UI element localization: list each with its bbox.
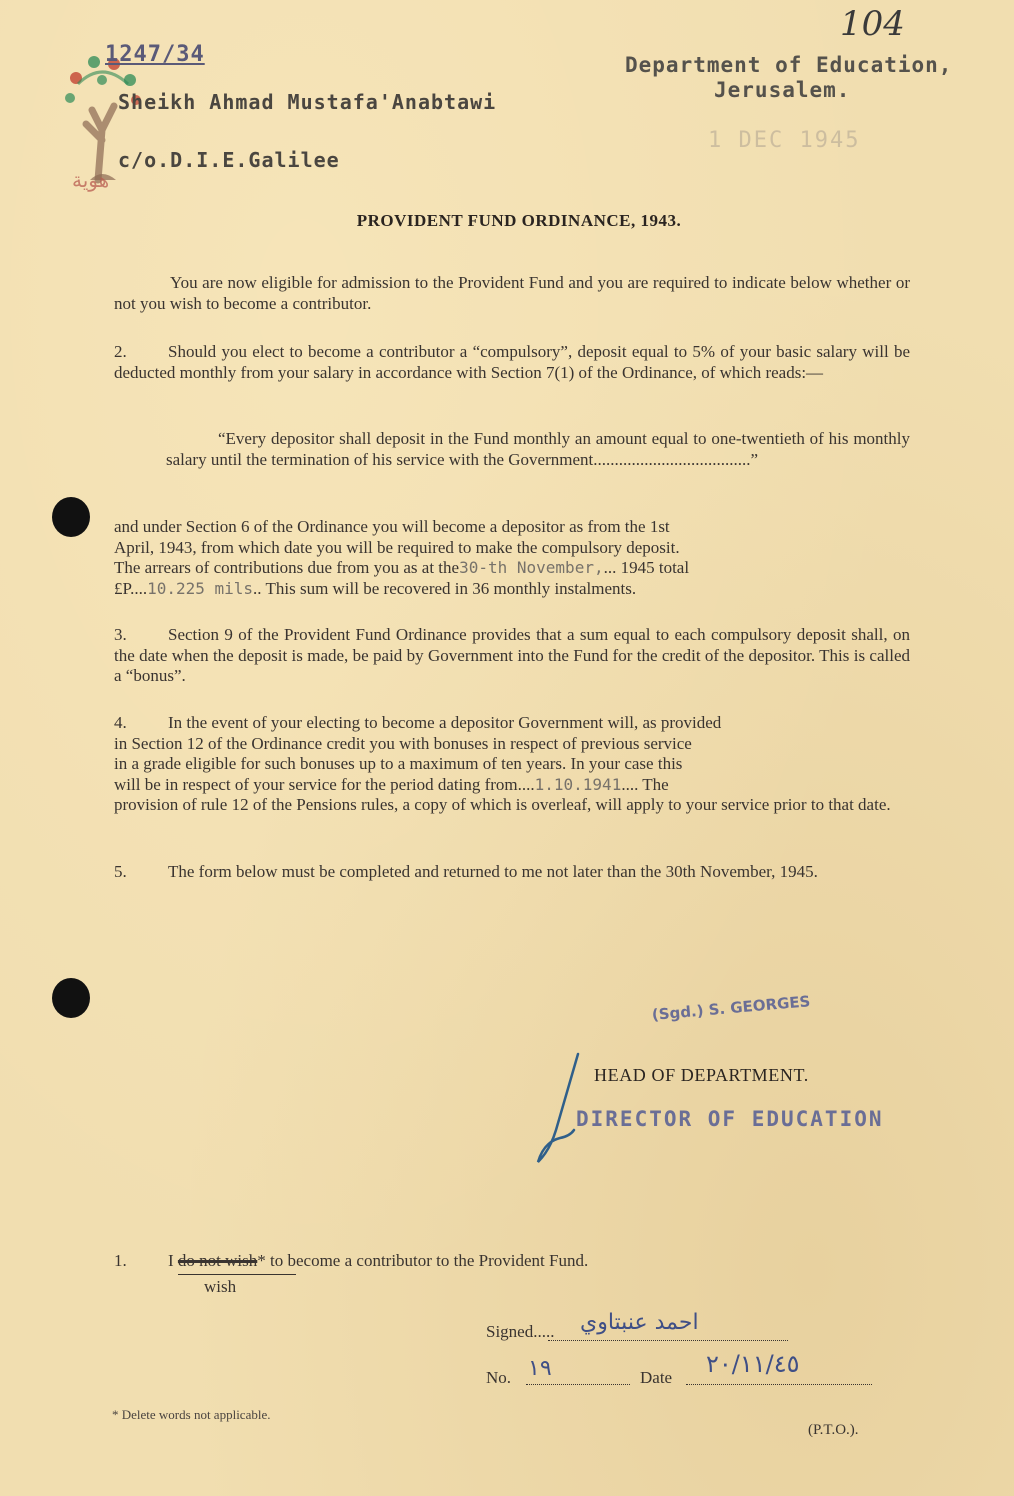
punch-hole-bottom [52,978,90,1018]
paragraph-3-text: Section 9 of the Provident Fund Ordinance provides that a sum equal to each compulsory deposit shall, on the date when the deposit is made, be paid by Government into the Fund for the credit of the depositor. This is called a “bonus”. [114,625,910,685]
signature-arabic: احمد عنبتاوي [580,1310,699,1335]
arrears-text: The arrears of contributions due from you as at the [114,558,460,577]
form-item-number: 1. [114,1251,127,1270]
paragraph-5-text: The form below must be completed and returned to me not later than the 30th November, 1945. [168,862,818,881]
form-contributor-text: * to become a contributor to the Provident Fund. [257,1251,589,1270]
head-of-department: HEAD OF DEPARTMENT. [594,1065,809,1085]
struck-words: do not wish [177,1251,258,1270]
signed-label: Signed [486,1322,534,1341]
signature-dots [548,1340,788,1341]
department-city: Jerusalem. [714,78,851,102]
period-text: will be in respect of your service for the period dating from.... [114,774,535,794]
document-title: PROVIDENT FUND ORDINANCE, 1943. [356,211,682,230]
paragraph-3 [114,625,910,687]
date-label: Date [640,1368,673,1387]
paragraph-4-tail: provision of rule 12 of the Pensions rules, a copy of which is overleaf, will apply to your service prior to that date. [114,795,891,814]
logo-label: هوية [72,168,110,192]
paragraph-2b [114,517,910,599]
signed-line: Signed..... [486,1322,555,1341]
paragraph-5 [114,862,910,883]
amount-recovery-text: .. This sum will be recovered in 36 monthly instalments. [253,578,637,598]
ordinance-quote: “Every depositor shall deposit in the Fund monthly an amount equal to one-twentieth of his monthly salary until the termination of his service with the Government.....................................” [166,429,910,469]
arrears-year-text: 1945 total [620,558,690,577]
wish-word: wish [204,1277,237,1296]
director-stamp: DIRECTOR OF EDUCATION [576,1107,884,1131]
period-line [114,775,910,796]
paragraph-4-line-3: in a grade eligible for such bonuses up to a maximum of ten years. In your case this [114,754,683,773]
paragraph-2-number: 2. [114,342,127,361]
period-after-text: .... The [621,774,669,794]
paragraph-3-number: 3. [114,625,127,644]
number-value: ١٩ [528,1356,552,1381]
signed-stamp: (Sgd.) S. GEORGES [651,992,812,1024]
date-value: ٢٠/١١/٤٥ [706,1350,800,1378]
punch-hole-top [52,497,90,537]
number-line [486,1368,511,1389]
arrears-line: The arrears of contributions due from you as at the30-th November,... 1945 total [114,558,690,577]
addressee-name: Sheikh Ahmad Mustafa'Anabtawi [118,90,497,114]
footnote: * Delete words not applicable. [112,1407,271,1422]
period-date-field: 1.10.1941 [534,774,622,794]
paragraph-2b-line-2: April, 1943, from which date you will be required to make the compulsory deposit. [114,537,680,557]
paragraph-2 [114,342,910,383]
paragraph-2b-line-1: and under Section 6 of the Ordinance you will become a depositor as from the 1st [114,517,670,536]
addressee-care-of: c/o.D.I.E.Galilee [118,148,340,172]
number-dots [526,1384,630,1385]
paragraph-1: You are now eligible for admission to the Provident Fund and you are required to indicate below whether or not you wish to become a contributor. [114,273,910,313]
amount-prefix: £P.... [114,578,148,598]
reply-form-line [114,1251,910,1272]
folio-number: 104 [840,4,905,44]
paragraph-4 [114,713,910,816]
wish-underline [178,1274,296,1275]
paragraph-5-number: 5. [114,862,127,881]
number-label: No. [486,1368,512,1387]
please-turn-over: (P.T.O.). [808,1422,859,1438]
department-name: Department of Education, [625,53,953,77]
paragraph-2-text: Should you elect to become a contributor a “compulsory”, deposit equal to 5% of your basic salary will be deducted monthly from your salary in accordance with Section 7(1) of the Ordinance, of which reads:— [114,342,910,382]
received-date-stamp: 1 DEC 1945 [708,128,861,153]
file-reference: 1247/34 [105,42,205,67]
paragraph-4-number: 4. [114,713,127,732]
date-dots [686,1384,872,1385]
arrears-amount-field: 10.225 mils [147,578,254,598]
paragraph-4-line-2: in Section 12 of the Ordinance credit you with bonuses in respect of previous service [114,733,692,753]
form-i-text: I [168,1251,174,1270]
arrears-date-field: 30-th November, [459,558,604,577]
paragraph-4-line-1: In the event of your electing to become a depositor Government will, as provided [168,713,722,732]
amount-line [114,579,910,600]
